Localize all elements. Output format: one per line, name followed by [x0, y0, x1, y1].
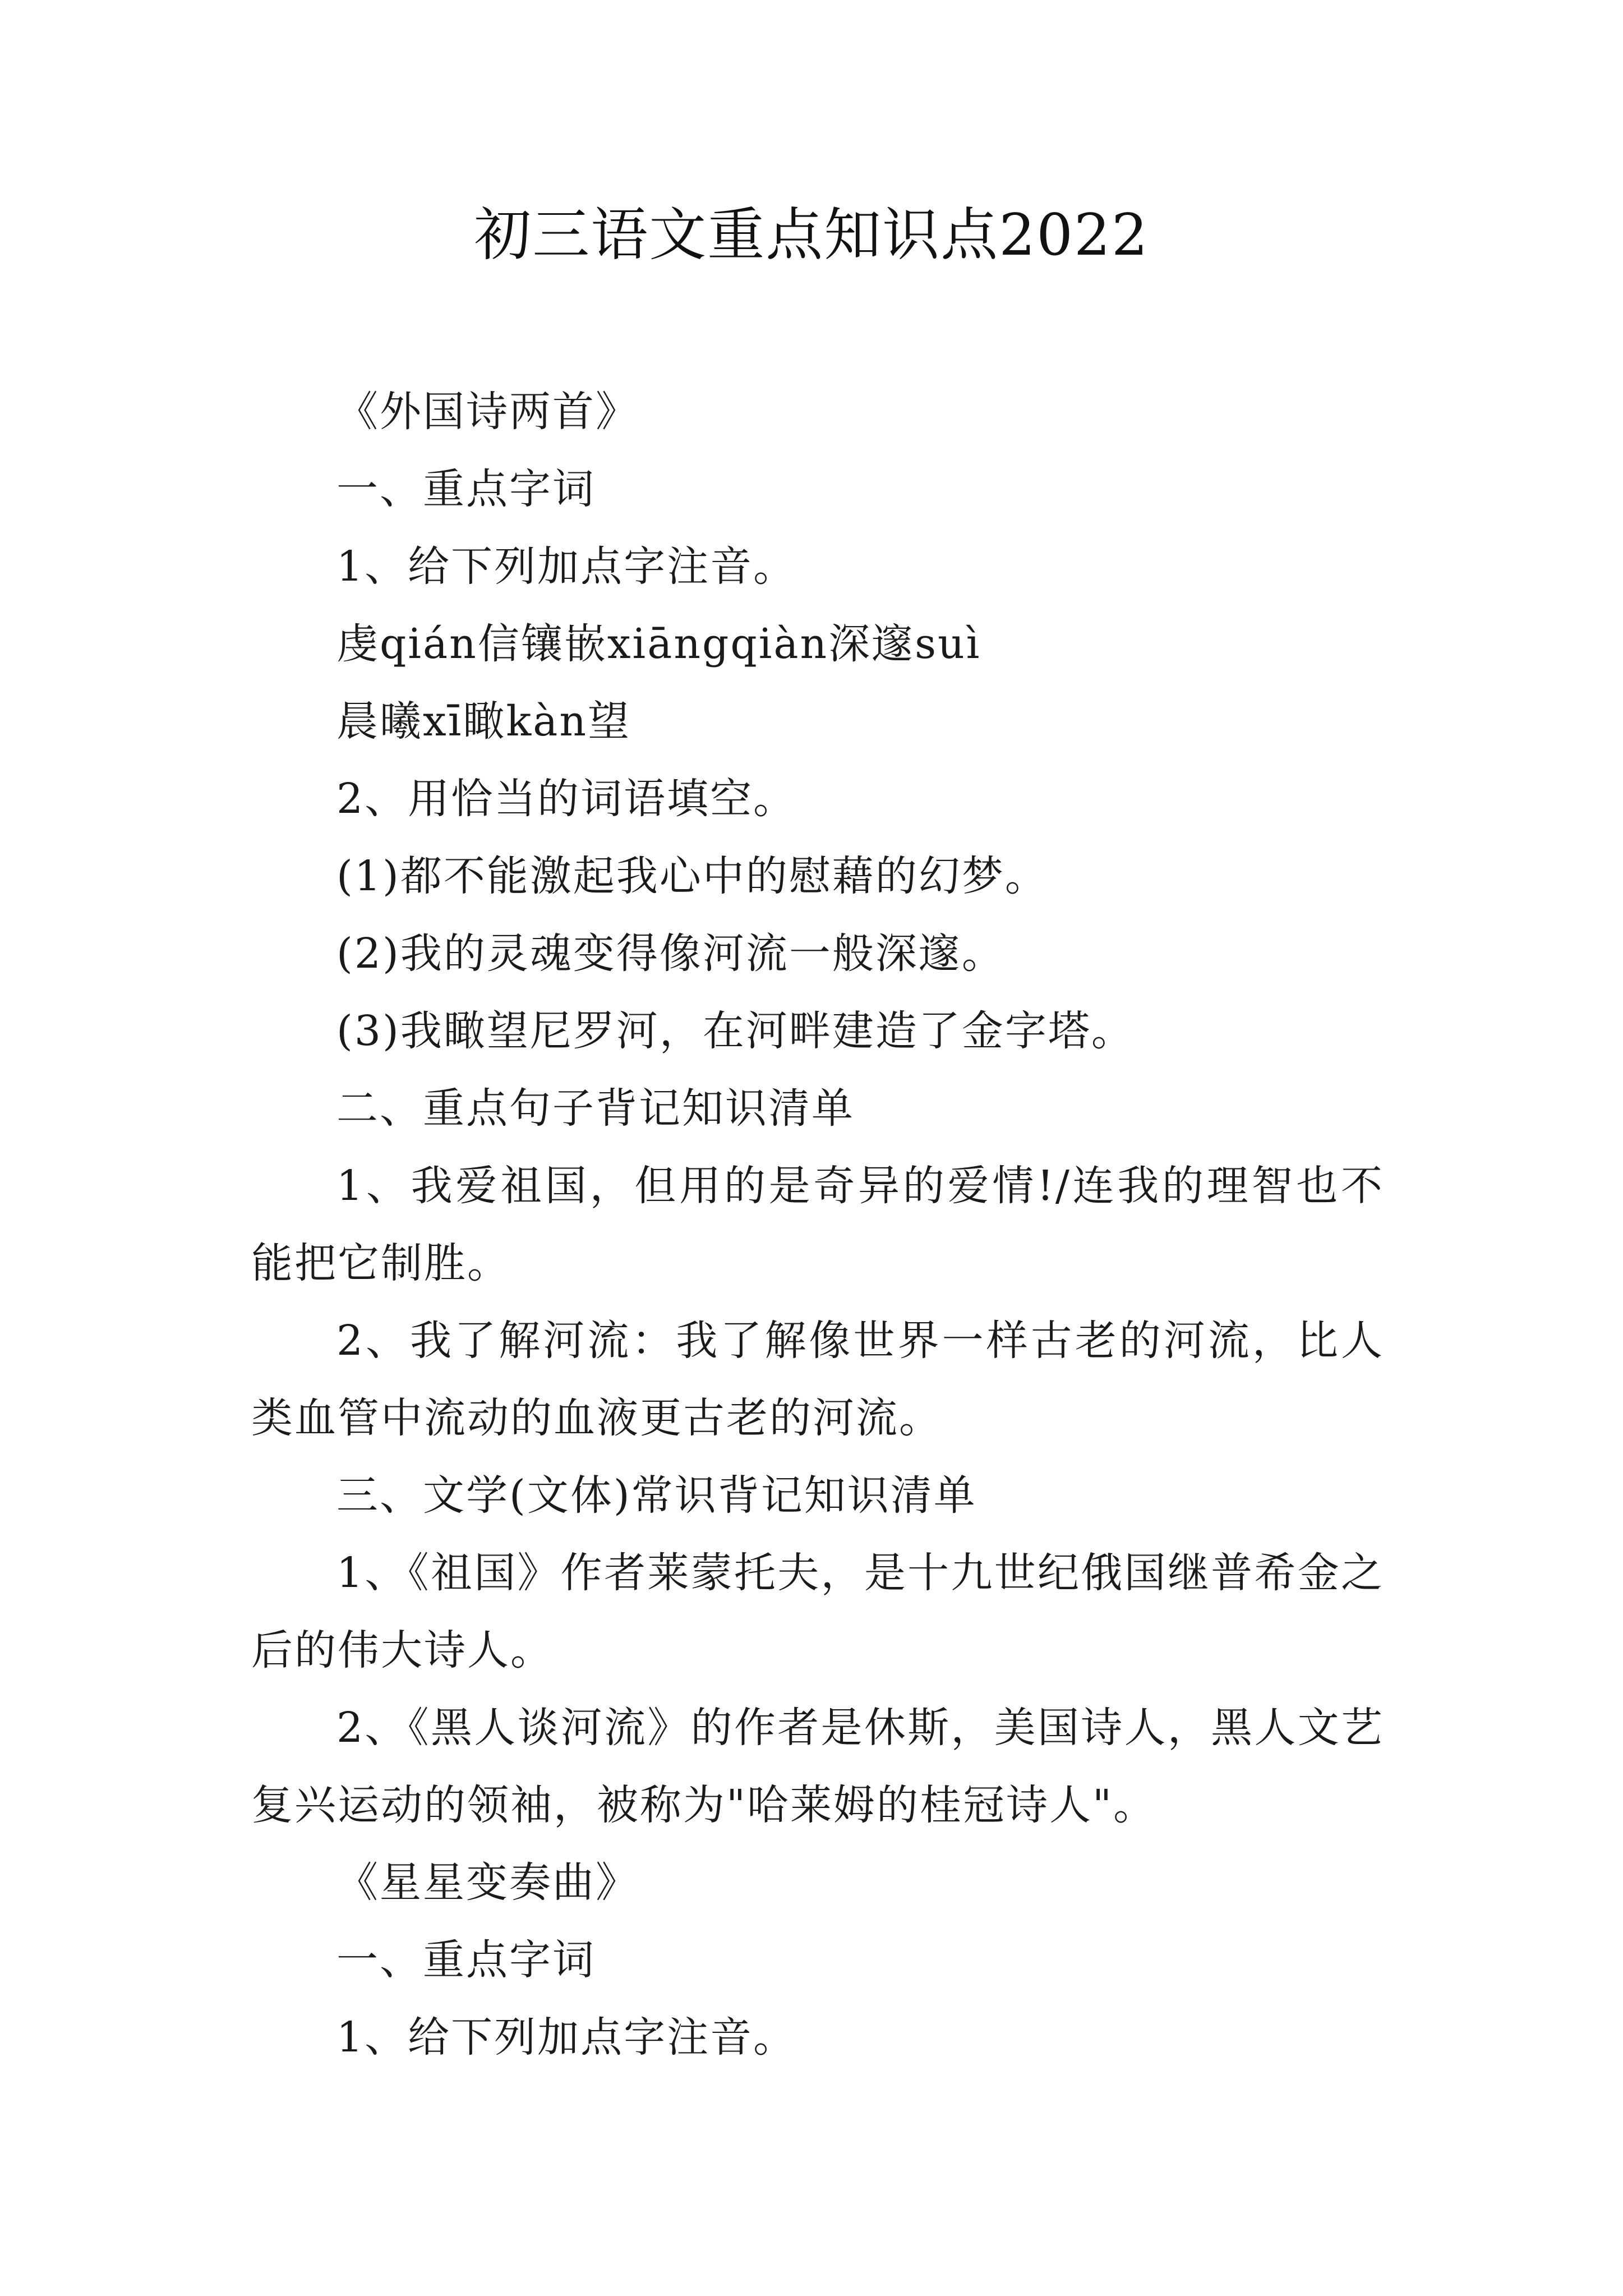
fill-item-3: (3)我瞰望尼罗河，在河畔建造了金字塔。 — [336, 1007, 1135, 1055]
subheading-key-sentences: 二、重点句子背记知识清单 — [336, 1084, 855, 1133]
fill-item-2: (2)我的灵魂变得像河流一般深邃。 — [336, 930, 1005, 978]
exercise-fill-prompt: 2、用恰当的词语填空。 — [336, 775, 797, 823]
document-title: 初三语文重点知识点2022 — [474, 202, 1149, 269]
sentence-item-2: 2、我了解河流：我了解像世界一样古老的河流，比人类血管中流动的血液更古老的河流。 — [251, 1317, 1384, 1442]
section-heading-star-variations: 《星星变奏曲》 — [336, 1858, 639, 1907]
document-body — [251, 373, 1384, 2076]
pinyin-line-1: 虔qián信镶嵌xiāngqiàn深邃suì — [336, 620, 981, 668]
subheading-key-words: 一、重点字词 — [336, 465, 596, 513]
pinyin-line-2: 晨曦xī瞰kàn望 — [336, 697, 631, 746]
section-heading-foreign-poems: 《外国诗两首》 — [336, 388, 639, 436]
fill-item-1: (1)都不能激起我心中的慰藉的幻梦。 — [336, 852, 1048, 900]
subheading-literary-knowledge: 三、文学(文体)常识背记知识清单 — [336, 1471, 977, 1520]
exercise-pinyin-prompt-2: 1、给下列加点字注音。 — [336, 2013, 797, 2062]
exercise-pinyin-prompt: 1、给下列加点字注音。 — [336, 542, 797, 591]
literary-item-1: 1、《祖国》作者莱蒙托夫，是十九世纪俄国继普希金之后的伟大诗人。 — [251, 1549, 1384, 1674]
sentence-item-1: 1、我爱祖国，但用的是奇异的爱情!/连我的理智也不能把它制胜。 — [251, 1162, 1384, 1287]
subheading-key-words-2: 一、重点字词 — [336, 1936, 596, 1984]
literary-item-2: 2、《黑人谈河流》的作者是休斯，美国诗人，黑人文艺复兴运动的领袖，被称为"哈莱姆的桂冠诗人"。 — [251, 1704, 1384, 1829]
